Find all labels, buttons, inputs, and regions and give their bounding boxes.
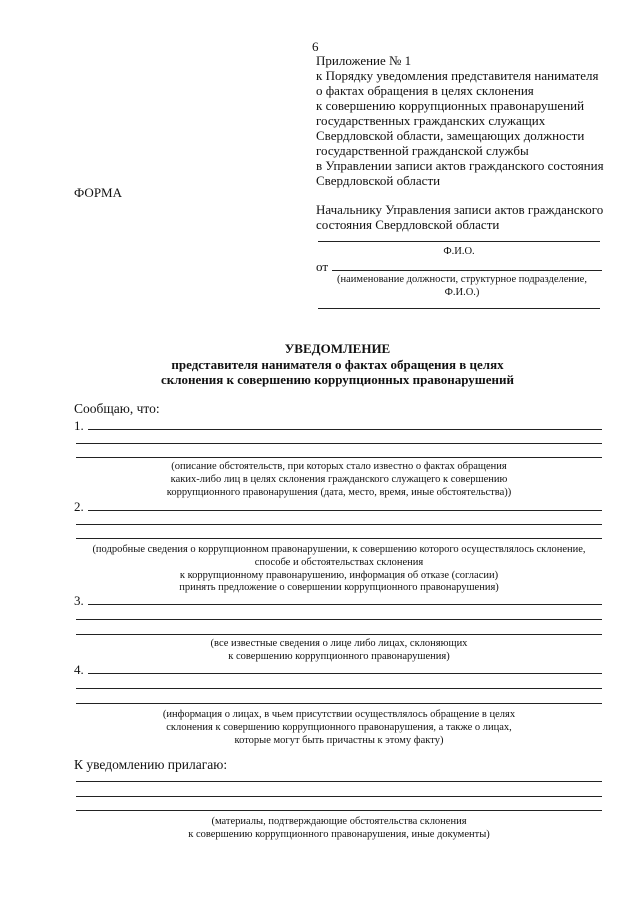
attachments-caption: к совершению коррупционного правонарушения, иные документы) (188, 829, 490, 840)
section-3-field-line[interactable] (76, 634, 602, 635)
section-1-field-line[interactable] (76, 443, 602, 444)
from-line-2[interactable] (318, 308, 600, 309)
section-number: 1. (74, 418, 84, 433)
appendix-line: Свердловской области, замещающих должности (316, 128, 585, 143)
section-1-field-line[interactable] (76, 457, 602, 458)
document-subtitle-1: представителя нанимателя о фактах обращения в целях (171, 357, 504, 372)
section-2-field-line[interactable] (88, 510, 602, 511)
form-label: ФОРМА (74, 185, 122, 200)
section-1-caption: коррупционного правонарушения (дата, место, время, иные обстоятельства)) (166, 487, 512, 498)
section-2-caption: принять предложение о совершении коррупционного правонарушения) (179, 582, 499, 593)
attachments-label: К уведомлению прилагаю: (74, 757, 228, 772)
appendix-line: Приложение № 1 (316, 53, 412, 68)
section-4-field-line[interactable] (76, 688, 602, 689)
from-caption-2: Ф.И.О.) (444, 287, 480, 298)
attachments-field-line[interactable] (76, 810, 602, 811)
document-subtitle-2: склонения к совершению коррупционных правонарушений (160, 372, 515, 387)
section-2-field-line[interactable] (76, 538, 602, 539)
section-4-caption: склонения к совершению коррупционного правонарушения, а также о лицах, (166, 722, 512, 733)
from-label: от (316, 259, 329, 274)
section-number: 3. (74, 593, 84, 608)
attachments-field-line[interactable] (76, 796, 602, 797)
page-number: 6 (312, 39, 319, 54)
section-4-field-line[interactable] (76, 703, 602, 704)
appendix-line: государственной гражданской службы (316, 143, 529, 158)
appendix-block (316, 53, 604, 188)
section-3-field-line[interactable] (88, 604, 602, 605)
appendix-line: в Управлении записи актов гражданского состояния (316, 158, 604, 173)
from-caption-1: (наименование должности, структурное подразделение, (337, 274, 587, 285)
section-3-field-line[interactable] (76, 619, 602, 620)
appendix-line: к Порядку уведомления представителя нанимателя (316, 68, 599, 83)
appendix-line: к совершению коррупционных правонарушений (316, 98, 585, 113)
section-1-caption: (описание обстоятельств, при которых стало известно о фактах обращения (171, 461, 507, 472)
section-2-caption: к коррупционному правонарушению, информация об отказе (согласии) (179, 570, 499, 581)
section-3-caption: (все известные сведения о лице либо лицах, склоняющих (210, 638, 468, 649)
addressee-line-1: Начальнику Управления записи актов гражданского (316, 202, 604, 217)
section-number: 2. (74, 499, 84, 514)
section-number: 4. (74, 662, 84, 677)
section-2-caption: способе и обстоятельствах склонения (254, 557, 424, 568)
intro-text: Сообщаю, что: (74, 401, 160, 416)
addressee-fio-line[interactable] (318, 241, 600, 242)
appendix-line: Свердловской области (316, 173, 441, 188)
document-title: УВЕДОМЛЕНИЕ (284, 341, 391, 356)
section-1-field-line[interactable] (88, 429, 602, 430)
attachments-field-line[interactable] (76, 781, 602, 782)
section-3-caption: к совершению коррупционного правонарушения) (228, 651, 450, 662)
section-2-caption: (подробные сведения о коррупционном правонарушении, к совершению которого осуществлялось склонение, (92, 544, 586, 555)
appendix-line: о фактах обращения в целях склонения (316, 83, 534, 98)
section-4-caption: (информация о лицах, в чьем присутствии осуществлялось обращение в целях (162, 709, 516, 720)
section-4-caption: которые могут быть причастны к этому факту) (234, 735, 444, 746)
section-2-field-line[interactable] (76, 524, 602, 525)
appendix-line: государственных гражданских служащих (316, 113, 546, 128)
attachments-caption: (материалы, подтверждающие обстоятельства склонения (211, 816, 467, 827)
from-line[interactable] (332, 270, 602, 271)
fio-caption: Ф.И.О. (443, 246, 475, 257)
section-4-field-line[interactable] (88, 673, 602, 674)
addressee-line-2: состояния Свердловской области (316, 217, 500, 232)
section-1-caption: каких-либо лиц в целях склонения гражданского служащего к совершению (170, 474, 508, 485)
